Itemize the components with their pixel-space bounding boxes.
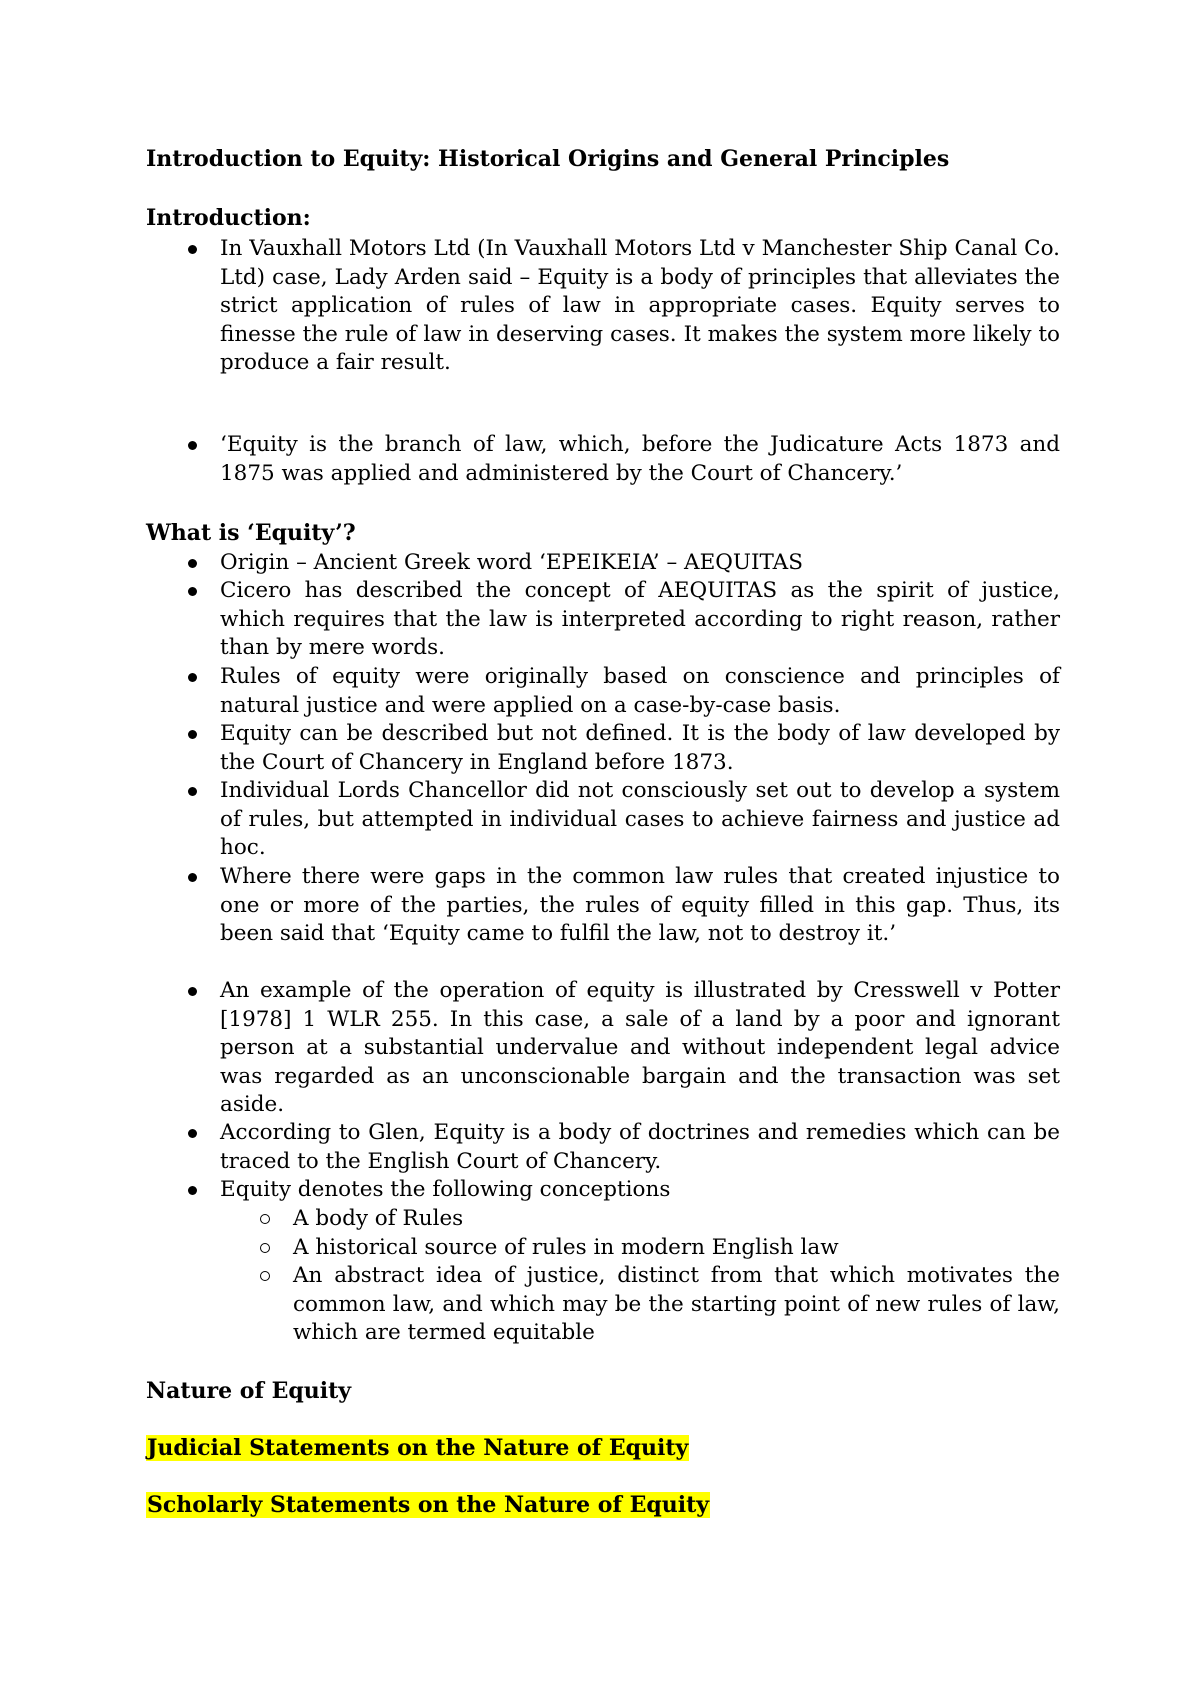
list-item-text: Equity denotes the following conceptions: [220, 1177, 671, 1202]
list-item-text: According to Glen, Equity is a body of doctrines and remedies which can be traced to the English Court of Chancery.: [220, 1120, 1060, 1174]
highlighted-text: Scholarly Statements on the Nature of Equity: [147, 1492, 710, 1518]
highlighted-text: Judicial Statements on the Nature of Equity: [147, 1435, 689, 1461]
judicial-statements-heading: [146, 1433, 1060, 1463]
list-item-text: An example of the operation of equity is illustrated by Cresswell v Potter [1978] 1 WLR 255. In this case, a sale of a land by a poor and ignorant person at a substantial undervalue and without independent legal advice was regarded as an unconscionable bargain and the transaction was set aside.: [220, 978, 1060, 1117]
list-item-text: Cicero has described the concept of AEQUITAS as the spirit of justice, which requires that the law is interpreted according to right reason, rather than by mere words.: [220, 578, 1060, 660]
list-item-text: In Vauxhall Motors Ltd (In Vauxhall Motors Ltd v Manchester Ship Canal Co. Ltd) case, Lady Arden said – Equity is a body of principles that alleviates the strict application of rules of law in appropriate cases. Equity serves to finesse the rule of law in deserving cases. It makes the system more likely to produce a fair result.: [220, 236, 1060, 375]
document-title: Introduction to Equity: Historical Origins and General Principles: [146, 146, 950, 172]
sub-list-item-text: A historical source of rules in modern English law: [293, 1235, 839, 1260]
scholarly-statements-heading: [146, 1490, 1060, 1520]
list-item-text: ‘Equity is the branch of law, which, before the Judicature Acts 1873 and 1875 was applied and administered by the Court of Chancery.’: [220, 432, 1060, 486]
introduction-heading: Introduction:: [146, 205, 311, 231]
list-item-text: Rules of equity were originally based on conscience and principles of natural justice and were applied on a case-by-case basis.: [220, 664, 1060, 718]
what-is-equity-heading: What is ‘Equity’?: [146, 520, 356, 546]
nature-of-equity-heading: Nature of Equity: [146, 1378, 352, 1404]
list-item-text: Origin – Ancient Greek word ‘EPEIKEIA’ – AEQUITAS: [220, 550, 803, 575]
sub-list-item-text: An abstract idea of justice, distinct from that which motivates the common law, and which may be the starting point of new rules of law, which are termed equitable: [293, 1263, 1060, 1345]
list-item-text: Where there were gaps in the common law rules that created injustice to one or more of the parties, the rules of equity filled in this gap. Thus, its been said that ‘Equity came to fulfil the law, not to destroy it.’: [220, 864, 1060, 946]
list-item-text: Individual Lords Chancellor did not consciously set out to develop a system of rules, but attempted in individual cases to achieve fairness and justice ad hoc.: [220, 778, 1060, 860]
list-item-text: Equity can be described but not defined. It is the body of law developed by the Court of Chancery in England before 1873.: [220, 721, 1060, 775]
sub-list-item-text: A body of Rules: [293, 1206, 464, 1231]
